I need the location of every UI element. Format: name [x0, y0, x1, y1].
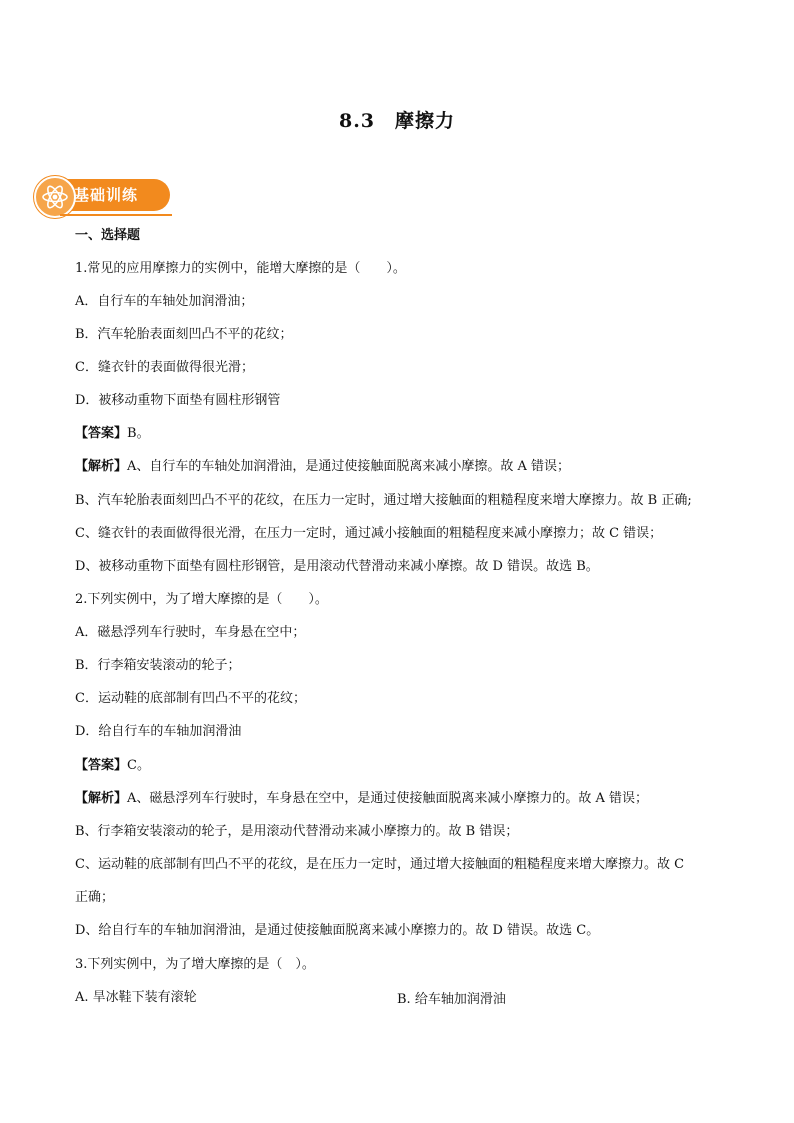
- section-heading: 一、选择题: [75, 228, 141, 243]
- q2-question: 2.下列实例中，为了增大摩擦的是（ ）。: [75, 592, 328, 607]
- q3-option-b: B. 给车轴加润滑油: [397, 992, 506, 1007]
- q1-analysis-c: C、缝衣针的表面做得很光滑，在压力一定时，通过减小接触面的粗糙程度来减小摩擦力；故 C 错误；: [75, 526, 663, 541]
- q2-option-b: B．行李箱安装滚动的轮子；: [75, 658, 241, 673]
- answer-label: 【答案】: [75, 426, 128, 441]
- q2-analysis-a: [75, 789, 648, 809]
- q1-analysis-a: [75, 457, 570, 477]
- section-banner: [34, 176, 170, 214]
- q2-option-a: A．磁悬浮列车行驶时，车身悬在空中；: [75, 625, 306, 640]
- answer-label: 【答案】: [75, 758, 128, 773]
- q2-analysis-d: D、给自行车的车轴加润滑油，是通过使接触面脱离来减小摩擦力的。故 D 错误。故选 C。: [75, 923, 600, 938]
- q1-option-b: B．汽车轮胎表面刻凹凸不平的花纹；: [75, 327, 293, 342]
- q2-analysis-b: B、行李箱安装滚动的轮子，是用滚动代替滑动来减小摩擦力的。故 B 错误；: [75, 824, 519, 839]
- page-title: 8.3 摩擦力: [338, 110, 456, 132]
- q1-analysis-d: D、被移动重物下面垫有圆柱形钢管，是用滚动代替滑动来减小摩擦。故 D 错误。故选 B。: [75, 559, 599, 574]
- analysis-text: A、自行车的车轴处加润滑油，是通过使接触面脱离来减小摩擦。故 A 错误；: [127, 459, 571, 474]
- analysis-label: 【解析】: [75, 791, 128, 806]
- q1-question: 1.常见的应用摩擦力的实例中，能增大摩擦的是（ ）。: [75, 261, 406, 276]
- q1-analysis-b: B、汽车轮胎表面刻凹凸不平的花纹，在压力一定时，通过增大接触面的粗糙程度来增大摩擦力。故 B 正确;: [75, 493, 692, 508]
- q2-answer: [75, 756, 150, 776]
- q1-option-a: A．自行车的车轴处加润滑油；: [75, 294, 254, 309]
- banner-label: 基础训练: [74, 186, 139, 204]
- q2-analysis-c-cont: 正确；: [75, 890, 115, 905]
- answer-value: C。: [127, 758, 150, 773]
- analysis-text: A、磁悬浮列车行驶时，车身悬在空中，是通过使接触面脱离来减小摩擦力的。故 A 错误；: [127, 791, 649, 806]
- q2-analysis-c: C、运动鞋的底部制有凹凸不平的花纹，是在压力一定时，通过增大接触面的粗糙程度来增大摩擦力。故 C: [75, 857, 685, 872]
- banner-underline: [60, 214, 172, 216]
- q1-option-c: C．缝衣针的表面做得很光滑；: [75, 360, 254, 375]
- analysis-label: 【解析】: [75, 459, 128, 474]
- q1-option-d: D．被移动重物下面垫有圆柱形钢管: [75, 393, 281, 408]
- atom-icon: [34, 176, 76, 218]
- q2-option-d: D．给自行车的车轴加润滑油: [75, 724, 242, 739]
- q3-question: 3.下列实例中，为了增大摩擦的是（ ）。: [75, 957, 315, 972]
- q3-option-a: A. 旱冰鞋下装有滚轮: [75, 990, 197, 1005]
- answer-value: B。: [127, 426, 150, 441]
- q2-option-c: C．运动鞋的底部制有凹凸不平的花纹；: [75, 691, 306, 706]
- q1-answer: [75, 424, 150, 444]
